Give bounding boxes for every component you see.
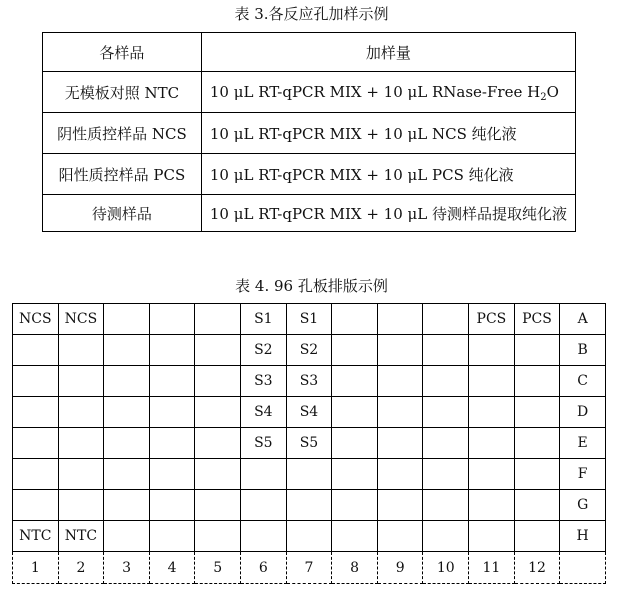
well-cell: [241, 490, 287, 521]
row-label: H: [560, 521, 606, 552]
well-cell: NTC: [58, 521, 104, 552]
well-cell: [377, 459, 423, 490]
well-cell: PCS: [514, 304, 560, 335]
well-cell: [149, 397, 195, 428]
row-label: C: [560, 366, 606, 397]
well-cell: [332, 366, 378, 397]
well-cell: [195, 304, 241, 335]
well-cell: [104, 459, 150, 490]
well-cell: [332, 459, 378, 490]
row-label: D: [560, 397, 606, 428]
table-row: [43, 113, 576, 154]
well-cell: [332, 335, 378, 366]
column-number: 11: [469, 552, 515, 584]
well-cell: [469, 366, 515, 397]
well-cell: [423, 366, 469, 397]
well-cell: [377, 490, 423, 521]
well-cell: [423, 335, 469, 366]
sample-amount: 10 μL RT-qPCR MIX + 10 μL PCS 纯化液: [201, 154, 575, 195]
column-number: 3: [104, 552, 150, 584]
well-cell: S1: [241, 304, 287, 335]
well-cell: [332, 521, 378, 552]
sample-loading-table: [42, 32, 576, 232]
well-cell: [58, 490, 104, 521]
corner-cell: [560, 552, 606, 584]
row-label: B: [560, 335, 606, 366]
column-number: 6: [241, 552, 287, 584]
well-cell: [104, 521, 150, 552]
plate-row: [13, 490, 606, 521]
well-cell: [149, 521, 195, 552]
row-label: F: [560, 459, 606, 490]
well-cell: [514, 366, 560, 397]
well-cell: [149, 428, 195, 459]
well-cell: [104, 397, 150, 428]
well-cell: [332, 490, 378, 521]
well-cell: [104, 304, 150, 335]
well-cell: [423, 490, 469, 521]
well-cell: [377, 335, 423, 366]
well-cell: S4: [241, 397, 287, 428]
well-cell: [58, 397, 104, 428]
well-cell: S5: [241, 428, 287, 459]
well-cell: [149, 490, 195, 521]
row-label: A: [560, 304, 606, 335]
well-cell: [13, 490, 59, 521]
plate-row: [13, 521, 606, 552]
well-cell: [423, 397, 469, 428]
well-cell: [13, 459, 59, 490]
well-cell: [377, 304, 423, 335]
well-cell: [195, 459, 241, 490]
plate-row: [13, 366, 606, 397]
sample-name: 阳性质控样品 PCS: [43, 154, 202, 195]
sample-amount: 10 μL RT-qPCR MIX + 10 μL NCS 纯化液: [201, 113, 575, 154]
column-number: 1: [13, 552, 59, 584]
plate-row: [13, 459, 606, 490]
plate-row: [13, 304, 606, 335]
well-cell: [469, 521, 515, 552]
well-cell: [195, 397, 241, 428]
column-number: 4: [149, 552, 195, 584]
well-cell: [469, 459, 515, 490]
header-sample: 各样品: [43, 33, 202, 72]
well-cell: S3: [241, 366, 287, 397]
well-cell: [469, 428, 515, 459]
table-row: [43, 72, 576, 113]
table3-caption: 表 3.各反应孔加样示例: [234, 5, 389, 23]
well-cell: [286, 490, 332, 521]
well-cell: [423, 459, 469, 490]
well-cell: [514, 490, 560, 521]
well-cell: S1: [286, 304, 332, 335]
well-cell: [149, 304, 195, 335]
well-cell: [104, 490, 150, 521]
table-header-row: [43, 33, 576, 72]
column-number: 8: [332, 552, 378, 584]
well-cell: [104, 428, 150, 459]
column-number: 12: [514, 552, 560, 584]
well-cell: [58, 335, 104, 366]
well-cell: [149, 459, 195, 490]
well-cell: [332, 428, 378, 459]
column-number-row: [13, 552, 606, 584]
column-number: 10: [423, 552, 469, 584]
well-cell: [195, 490, 241, 521]
well-cell: [58, 459, 104, 490]
sample-name: 阴性质控样品 NCS: [43, 113, 202, 154]
well-cell: S3: [286, 366, 332, 397]
well-cell: [13, 366, 59, 397]
well-cell: [514, 459, 560, 490]
well-cell: PCS: [469, 304, 515, 335]
well-cell: [195, 366, 241, 397]
well-cell: [286, 521, 332, 552]
well-cell: [241, 521, 287, 552]
column-number: 7: [286, 552, 332, 584]
well-cell: [469, 335, 515, 366]
well-cell: [423, 428, 469, 459]
column-number: 9: [377, 552, 423, 584]
well-cell: [13, 428, 59, 459]
well-cell: [514, 397, 560, 428]
well-cell: [13, 397, 59, 428]
table-row: [43, 195, 576, 232]
header-amount: 加样量: [201, 33, 575, 72]
well-cell: [195, 521, 241, 552]
well-cell: S4: [286, 397, 332, 428]
well-cell: [377, 366, 423, 397]
well-cell: [332, 397, 378, 428]
sample-name: 无模板对照 NTC: [43, 72, 202, 113]
well-cell: [423, 521, 469, 552]
table-row: [43, 154, 576, 195]
well-cell: S5: [286, 428, 332, 459]
row-label: E: [560, 428, 606, 459]
well-cell: [377, 428, 423, 459]
well-cell: NCS: [13, 304, 59, 335]
well-cell: [332, 304, 378, 335]
well-cell: [514, 521, 560, 552]
well-cell: [377, 397, 423, 428]
well-cell: [195, 428, 241, 459]
table4-caption: 表 4. 96 孔板排版示例: [235, 277, 388, 295]
well-cell: [195, 335, 241, 366]
column-number: 5: [195, 552, 241, 584]
well-cell: S2: [286, 335, 332, 366]
well-cell: S2: [241, 335, 287, 366]
plate-row: [13, 397, 606, 428]
well-cell: [149, 366, 195, 397]
well-cell: [514, 428, 560, 459]
well-cell: [104, 366, 150, 397]
well-cell: [241, 459, 287, 490]
column-number: 2: [58, 552, 104, 584]
well-cell: NCS: [58, 304, 104, 335]
well-cell: [286, 459, 332, 490]
plate-row: [13, 428, 606, 459]
well-cell: [58, 428, 104, 459]
well-cell: [469, 490, 515, 521]
plate-layout-table: [12, 303, 606, 584]
sample-amount: 10 μL RT-qPCR MIX + 10 μL RNase-Free $H_2O$: [201, 72, 575, 113]
row-label: G: [560, 490, 606, 521]
well-cell: [149, 335, 195, 366]
well-cell: [423, 304, 469, 335]
well-cell: NTC: [13, 521, 59, 552]
sample-amount: 10 μL RT-qPCR MIX + 10 μL 待测样品提取纯化液: [201, 195, 575, 232]
well-cell: [377, 521, 423, 552]
well-cell: [13, 335, 59, 366]
plate-row: [13, 335, 606, 366]
well-cell: [58, 366, 104, 397]
well-cell: [104, 335, 150, 366]
well-cell: [514, 335, 560, 366]
sample-name: 待测样品: [43, 195, 202, 232]
well-cell: [469, 397, 515, 428]
